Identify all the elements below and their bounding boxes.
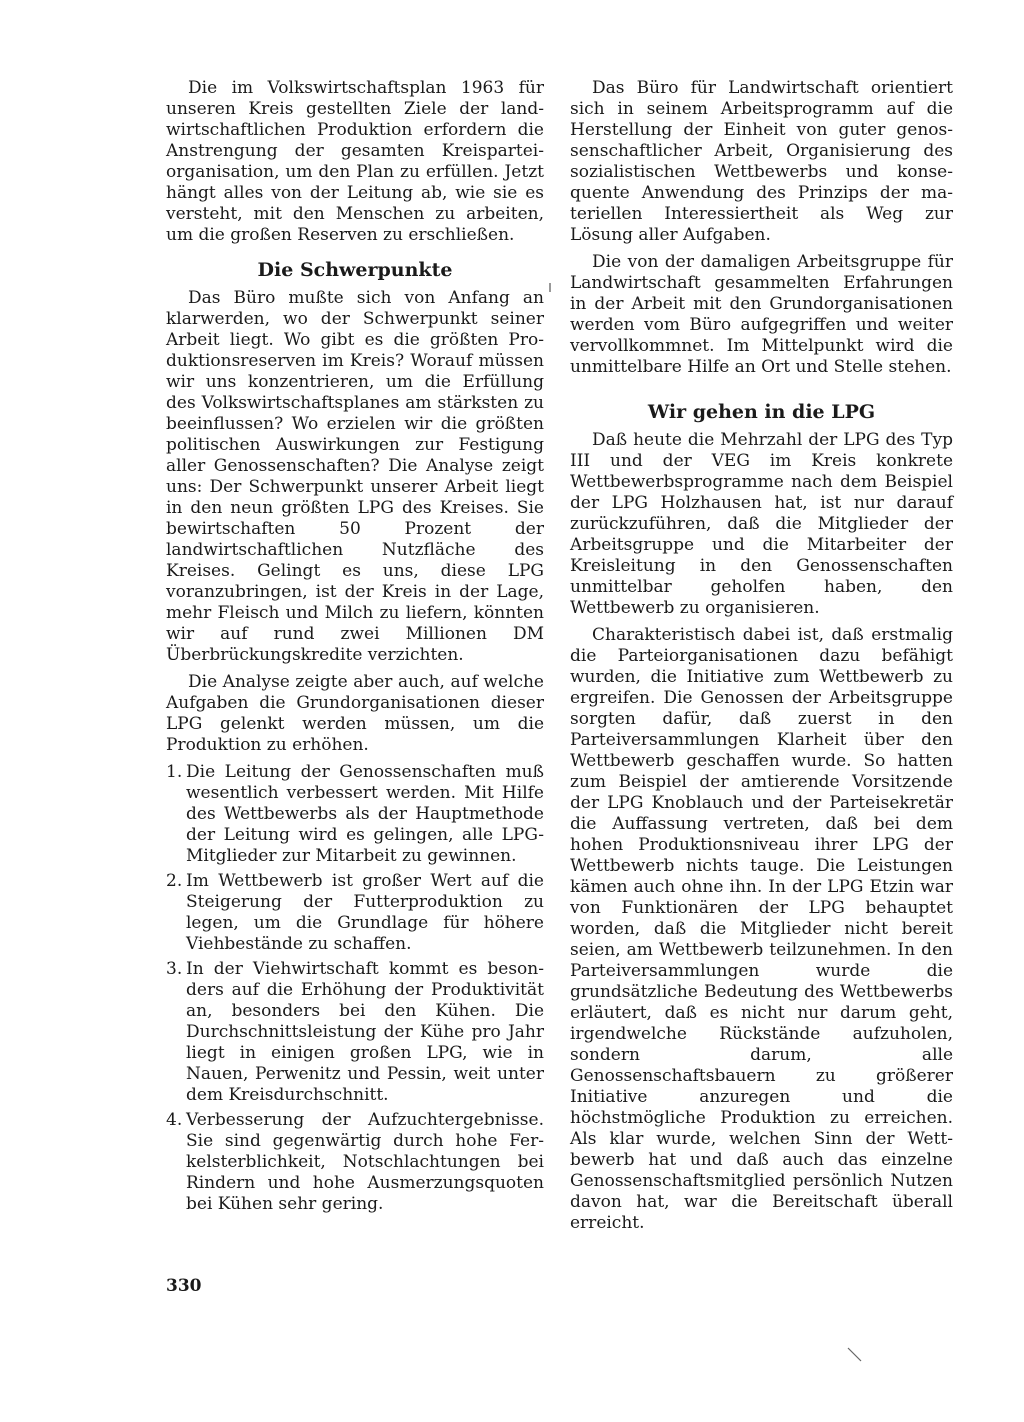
list-item: [166, 1110, 544, 1215]
list-item-text: Im Wettbewerb ist großer Wert auf die Steigerung der Futterproduktion zu legen, um die Grundlage für höhere Viehbestände zu schaffen.: [186, 871, 544, 954]
body-paragraph: Das Büro mußte sich von Anfang an klarwerden, wo der Schwerpunkt seiner Arbeit liegt. Wo gibt es die größten Produktionsreserven im Kreis? Worauf müssen wir uns konzentrieren, um die Erfüllung des Volkswirtschaftsplanes am stärksten zu beeinflussen? Wo erzielen wir die größten politischen Auswirkungen zur Festigung aller Genossenschaften? Die Analyse zeigt uns: Der Schwerpunkt unserer Arbeit liegt in den neun größten LPG des Kreises. Sie bewirtschaften 50 Prozent der landwirtschaftlichen Nutzfläche des Kreises. Gelingt es uns, diese LPG voranzubringen, ist der Kreis in der Lage, mehr Fleisch und Milch zu liefern, könnten wir auf rund zwei Millionen DM Überbrückungskredite verzichten.: [166, 288, 544, 665]
list-item-number: 1.: [166, 762, 183, 782]
list-item: [166, 762, 544, 867]
body-paragraph: Daß heute die Mehrzahl der LPG des Typ III und der VEG im Kreis konkrete Wettbewerbsprogramme nach dem Beispiel der LPG Holzhausen hat, ist nur darauf zurückzuführen, daß die Mitglieder der Arbeitsgruppe und die Mitarbeiter der Kreisleitung in den Genossenschaften unmittelbar geholfen haben, den Wettbewerb zu organisieren.: [570, 430, 953, 618]
body-paragraph: Charakteristisch dabei ist, daß erstmalig die Parteiorganisationen dazu befähigt wurden, die Initiative zum Wettbewerb zu ergreifen. Die Genossen der Arbeitsgruppe sorgten dafür, daß zuerst in den Parteiversammlungen Klarheit über den Wettbewerb geschaffen wurde. So hatten zum Beispiel der amtierende Vorsitzende der LPG Knoblauch und der Parteisekretär die Auffassung vertreten, daß bei dem hohen Produktionsniveau ihrer LPG der Wettbewerb nichts tauge. Die Leistungen kämen auch ohne ihn. In der LPG Etzin war von Funktionären der LPG behauptet worden, daß die Mitglieder nicht bereit seien, am Wettbewerb teilzunehmen. In den Parteiversammlungen wurde die grundsätzliche Bedeutung des Wettbewerbs erläutert, daß es nicht nur darum geht, irgendwelche Rückstände aufzuholen, sondern darum, alle Genossenschaftsbauern zu größerer Initiative anzuregen und die höchstmögliche Produktion zu erreichen. Als klar wurde, welchen Sinn der Wettbewerb hat und daß auch das einzelne Genossenschaftsmitglied persönlich Nutzen davon hat, war die Bereitschaft überall erreicht.: [570, 625, 953, 1233]
section-heading-schwerpunkte: Die Schwerpunkte: [257, 259, 453, 281]
body-paragraph: Das Büro für Landwirtschaft orientiert sich in seinem Arbeitsprogramm auf die Herstellung der Einheit von guter genossenschaftlicher Arbeit, Organisierung des sozialistischen Wettbewerbs und konsequente Anwendung des Prinzips der materiellen Interessiertheit als Weg zur Lösung aller Aufgaben.: [570, 78, 953, 245]
intro-paragraph: Die im Volkswirtschaftsplan 1963 für unseren Kreis gestellten Ziele der landwirtschaftlichen Produktion erfordern die Anstrengung der gesamten Kreisparteiorganisation, um den Plan zu erfüllen. Jetzt hängt alles von der Leitung ab, wie sie es versteht, mit den Menschen zu arbeiten, um die großen Reserven zu erschließen.: [166, 78, 544, 245]
list-item-number: 2.: [166, 871, 183, 891]
list-item: [166, 959, 544, 1106]
scan-speck-mark: [847, 1347, 863, 1363]
list-item: [166, 871, 544, 955]
scan-speck-mark: [548, 283, 552, 293]
page-number: 330: [166, 1276, 202, 1296]
list-item-text: Verbesserung der Aufzuchtergebnisse. Sie sind gegenwärtig durch hohe Ferkelsterblichkeit, Notschlachtungen bei Rindern und hohe Ausmerzungsquoten bei Kühen sehr gering.: [186, 1110, 544, 1214]
numbered-list: [166, 762, 544, 1215]
body-paragraph: Die von der damaligen Arbeitsgruppe für Landwirtschaft gesammelten Erfahrungen in der Arbeit mit den Grundorganisationen werden vom Büro aufgegriffen und weiter vervollkommnet. Im Mittelpunkt wird die unmittelbare Hilfe an Ort und Stelle stehen.: [570, 252, 953, 377]
list-item-text: Die Leitung der Genossenschaften muß wesentlich verbessert werden. Mit Hilfe des Wettbewerbs als der Hauptmethode der Leitung wird es gelingen, alle LPG-Mitglieder zur Mitarbeit zu gewinnen.: [186, 762, 544, 866]
left-column: [166, 78, 544, 1219]
list-item-number: 3.: [166, 959, 183, 979]
list-item-number: 4.: [166, 1110, 183, 1130]
section-heading-lpg: Wir gehen in die LPG: [647, 401, 876, 423]
body-paragraph: Die Analyse zeigte aber auch, auf welche Aufgaben die Grundorganisationen dieser LPG gelenkt werden müssen, um die Produktion zu erhöhen.: [166, 672, 544, 755]
right-column: [570, 78, 953, 1240]
list-item-text: In der Viehwirtschaft kommt es besonders auf die Erhöhung der Produktivität an, besonders bei den Kühen. Die Durchschnittsleistung der Kühe pro Jahr liegt in einigen großen LPG, wie in Nauen, Perwenitz und Pessin, weit unter dem Kreisdurchschnitt.: [186, 959, 544, 1105]
